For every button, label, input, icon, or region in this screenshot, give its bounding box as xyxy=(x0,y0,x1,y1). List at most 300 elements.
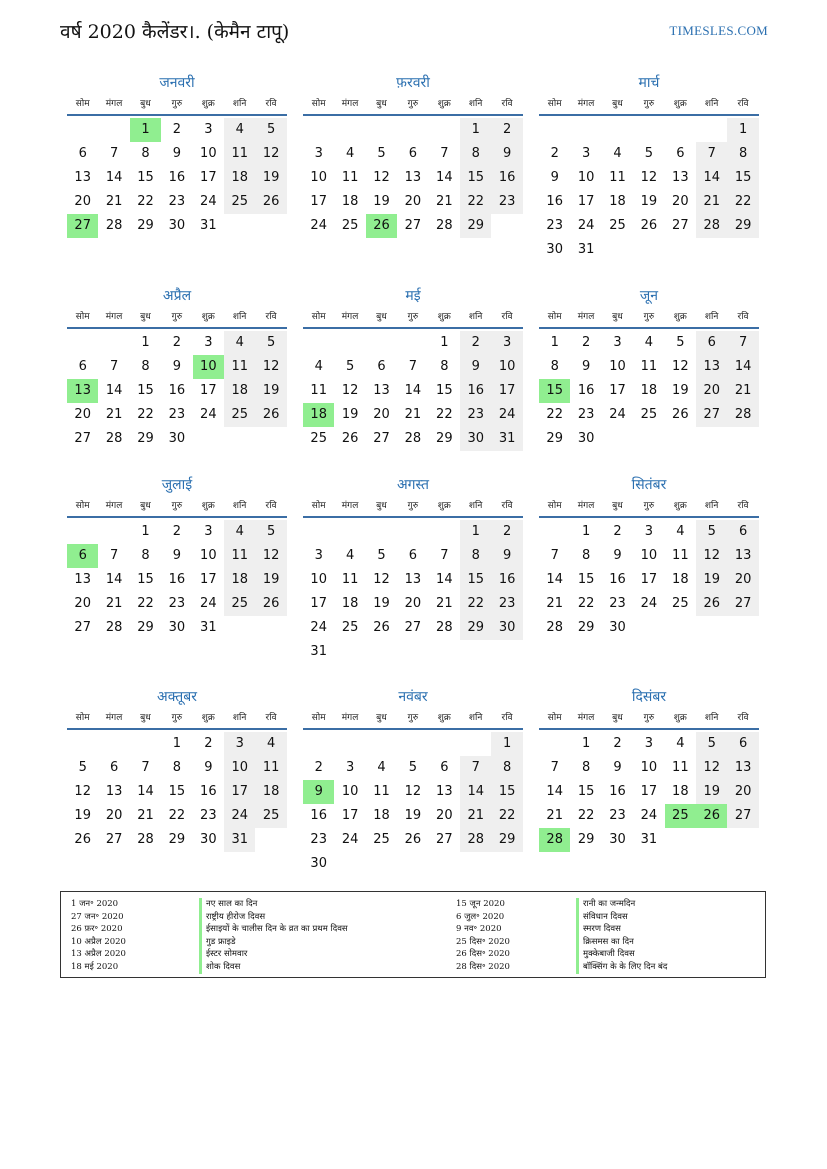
day-cell[interactable]: 11 xyxy=(224,544,255,568)
day-cell[interactable]: 31 xyxy=(224,828,255,852)
day-cell[interactable]: 3 xyxy=(314,548,323,563)
day-cell[interactable]: 22 xyxy=(137,407,154,422)
day-cell[interactable]: 30 xyxy=(609,620,626,635)
holiday-day-cell[interactable]: 10 xyxy=(193,355,224,379)
day-cell[interactable]: 17 xyxy=(609,383,626,398)
day-cell[interactable]: 8 xyxy=(581,760,591,775)
day-cell[interactable]: 4 xyxy=(613,146,622,161)
day-cell[interactable]: 5 xyxy=(696,732,727,756)
day-cell[interactable]: 29 xyxy=(727,214,758,238)
day-cell[interactable]: 1 xyxy=(460,118,491,142)
day-cell[interactable]: 17 xyxy=(640,784,658,799)
site-link[interactable]: TIMESLES.COM xyxy=(669,23,768,38)
day-cell[interactable]: 20 xyxy=(672,194,689,209)
day-cell[interactable]: 25 xyxy=(224,403,255,427)
day-cell[interactable]: 20 xyxy=(436,808,453,823)
holiday-day-cell[interactable]: 6 xyxy=(67,544,98,568)
day-cell[interactable]: 28 xyxy=(105,620,123,635)
day-cell[interactable]: 13 xyxy=(105,784,123,799)
holiday-day-cell[interactable]: 13 xyxy=(67,379,98,403)
day-cell[interactable]: 14 xyxy=(436,572,453,587)
day-cell[interactable]: 16 xyxy=(310,808,327,823)
day-cell[interactable]: 26 xyxy=(74,832,91,847)
day-cell[interactable]: 5 xyxy=(676,335,685,350)
day-cell[interactable]: 27 xyxy=(727,592,758,616)
day-cell[interactable]: 6 xyxy=(408,548,418,563)
day-cell[interactable]: 15 xyxy=(460,568,491,592)
day-cell[interactable]: 8 xyxy=(727,142,758,166)
day-cell[interactable]: 17 xyxy=(200,383,217,398)
day-cell[interactable]: 10 xyxy=(224,756,255,780)
day-cell[interactable]: 31 xyxy=(640,832,658,847)
holiday-day-cell[interactable]: 26 xyxy=(366,214,397,238)
day-cell[interactable]: 2 xyxy=(613,524,622,539)
day-cell[interactable]: 16 xyxy=(168,383,186,398)
day-cell[interactable]: 29 xyxy=(546,431,563,446)
day-cell[interactable]: 9 xyxy=(460,355,491,379)
day-cell[interactable]: 10 xyxy=(341,784,359,799)
day-cell[interactable]: 2 xyxy=(172,335,182,350)
day-cell[interactable]: 18 xyxy=(609,194,626,209)
day-cell[interactable]: 5 xyxy=(78,760,87,775)
day-cell[interactable]: 9 xyxy=(491,544,522,568)
day-cell[interactable]: 16 xyxy=(491,568,522,592)
day-cell[interactable]: 25 xyxy=(672,596,689,611)
day-cell[interactable]: 18 xyxy=(341,596,359,611)
day-cell[interactable]: 28 xyxy=(546,620,563,635)
day-cell[interactable]: 13 xyxy=(696,355,727,379)
day-cell[interactable]: 15 xyxy=(137,383,154,398)
day-cell[interactable]: 23 xyxy=(491,592,522,616)
day-cell[interactable]: 3 xyxy=(224,732,255,756)
day-cell[interactable]: 19 xyxy=(404,808,422,823)
day-cell[interactable]: 15 xyxy=(168,784,186,799)
day-cell[interactable]: 3 xyxy=(314,146,323,161)
day-cell[interactable]: 25 xyxy=(224,190,255,214)
day-cell[interactable]: 2 xyxy=(460,331,491,355)
day-cell[interactable]: 1 xyxy=(550,335,559,350)
day-cell[interactable]: 29 xyxy=(137,218,154,233)
day-cell[interactable]: 19 xyxy=(640,194,658,209)
day-cell[interactable]: 21 xyxy=(696,190,727,214)
day-cell[interactable]: 6 xyxy=(109,760,119,775)
day-cell[interactable]: 21 xyxy=(105,407,123,422)
day-cell[interactable]: 4 xyxy=(345,548,355,563)
day-cell[interactable]: 17 xyxy=(200,170,217,185)
day-cell[interactable]: 30 xyxy=(168,620,186,635)
day-cell[interactable]: 9 xyxy=(491,142,522,166)
day-cell[interactable]: 20 xyxy=(727,568,758,592)
day-cell[interactable]: 27 xyxy=(373,431,390,446)
day-cell[interactable]: 5 xyxy=(408,760,418,775)
day-cell[interactable]: 12 xyxy=(255,142,286,166)
day-cell[interactable]: 26 xyxy=(255,190,286,214)
day-cell[interactable]: 17 xyxy=(640,572,658,587)
day-cell[interactable]: 8 xyxy=(491,756,522,780)
day-cell[interactable]: 29 xyxy=(168,832,186,847)
day-cell[interactable]: 7 xyxy=(109,146,119,161)
day-cell[interactable]: 14 xyxy=(436,170,453,185)
day-cell[interactable]: 3 xyxy=(204,524,213,539)
day-cell[interactable]: 8 xyxy=(141,146,150,161)
day-cell[interactable]: 15 xyxy=(727,166,758,190)
day-cell[interactable]: 15 xyxy=(137,170,154,185)
day-cell[interactable]: 14 xyxy=(546,572,563,587)
day-cell[interactable]: 30 xyxy=(200,832,217,847)
day-cell[interactable]: 22 xyxy=(436,407,453,422)
day-cell[interactable]: 10 xyxy=(310,572,327,587)
day-cell[interactable]: 8 xyxy=(460,544,491,568)
day-cell[interactable]: 24 xyxy=(310,620,327,635)
day-cell[interactable]: 1 xyxy=(141,524,150,539)
day-cell[interactable]: 3 xyxy=(613,335,622,350)
day-cell[interactable]: 21 xyxy=(436,194,453,209)
day-cell[interactable]: 16 xyxy=(200,784,217,799)
day-cell[interactable]: 23 xyxy=(168,596,186,611)
day-cell[interactable]: 27 xyxy=(672,218,689,233)
day-cell[interactable]: 9 xyxy=(172,146,182,161)
day-cell[interactable]: 2 xyxy=(550,146,559,161)
day-cell[interactable]: 22 xyxy=(546,407,563,422)
day-cell[interactable]: 7 xyxy=(460,756,491,780)
day-cell[interactable]: 5 xyxy=(696,520,727,544)
day-cell[interactable]: 8 xyxy=(460,142,491,166)
day-cell[interactable]: 9 xyxy=(550,170,559,185)
day-cell[interactable]: 24 xyxy=(200,194,217,209)
day-cell[interactable]: 22 xyxy=(137,194,154,209)
day-cell[interactable]: 16 xyxy=(577,383,595,398)
day-cell[interactable]: 7 xyxy=(408,359,418,374)
day-cell[interactable]: 16 xyxy=(546,194,563,209)
day-cell[interactable]: 16 xyxy=(609,572,626,587)
day-cell[interactable]: 14 xyxy=(696,166,727,190)
day-cell[interactable]: 28 xyxy=(436,620,453,635)
day-cell[interactable]: 25 xyxy=(224,592,255,616)
day-cell[interactable]: 31 xyxy=(200,218,217,233)
day-cell[interactable]: 24 xyxy=(310,218,327,233)
day-cell[interactable]: 23 xyxy=(609,596,626,611)
day-cell[interactable]: 6 xyxy=(727,520,758,544)
day-cell[interactable]: 30 xyxy=(460,427,491,451)
day-cell[interactable]: 18 xyxy=(341,194,359,209)
day-cell[interactable]: 29 xyxy=(577,620,595,635)
day-cell[interactable]: 25 xyxy=(640,407,658,422)
day-cell[interactable]: 23 xyxy=(310,832,327,847)
day-cell[interactable]: 4 xyxy=(676,736,685,751)
day-cell[interactable]: 7 xyxy=(727,331,758,355)
day-cell[interactable]: 21 xyxy=(105,596,123,611)
day-cell[interactable]: 23 xyxy=(168,194,186,209)
day-cell[interactable]: 18 xyxy=(373,808,390,823)
day-cell[interactable]: 1 xyxy=(172,736,182,751)
day-cell[interactable]: 7 xyxy=(550,548,559,563)
day-cell[interactable]: 7 xyxy=(440,146,449,161)
day-cell[interactable]: 9 xyxy=(204,760,213,775)
day-cell[interactable]: 25 xyxy=(255,804,286,828)
day-cell[interactable]: 13 xyxy=(436,784,453,799)
day-cell[interactable]: 9 xyxy=(613,760,622,775)
day-cell[interactable]: 6 xyxy=(408,146,418,161)
day-cell[interactable]: 20 xyxy=(105,808,123,823)
day-cell[interactable]: 28 xyxy=(105,218,123,233)
day-cell[interactable]: 29 xyxy=(460,214,491,238)
day-cell[interactable]: 19 xyxy=(672,383,689,398)
day-cell[interactable]: 25 xyxy=(310,431,327,446)
day-cell[interactable]: 5 xyxy=(345,359,355,374)
holiday-day-cell[interactable]: 9 xyxy=(303,780,334,804)
day-cell[interactable]: 28 xyxy=(404,431,422,446)
day-cell[interactable]: 15 xyxy=(577,572,595,587)
day-cell[interactable]: 8 xyxy=(141,359,150,374)
day-cell[interactable]: 11 xyxy=(609,170,626,185)
day-cell[interactable]: 16 xyxy=(491,166,522,190)
day-cell[interactable]: 10 xyxy=(200,146,217,161)
day-cell[interactable]: 23 xyxy=(460,403,491,427)
day-cell[interactable]: 27 xyxy=(696,403,727,427)
day-cell[interactable]: 23 xyxy=(577,407,595,422)
day-cell[interactable]: 8 xyxy=(141,548,150,563)
day-cell[interactable]: 14 xyxy=(105,170,123,185)
day-cell[interactable]: 20 xyxy=(74,596,91,611)
day-cell[interactable]: 30 xyxy=(310,856,327,871)
day-cell[interactable]: 18 xyxy=(224,166,255,190)
day-cell[interactable]: 19 xyxy=(255,568,286,592)
day-cell[interactable]: 7 xyxy=(696,142,727,166)
day-cell[interactable]: 6 xyxy=(696,331,727,355)
day-cell[interactable]: 4 xyxy=(224,118,255,142)
day-cell[interactable]: 12 xyxy=(640,170,658,185)
day-cell[interactable]: 28 xyxy=(696,214,727,238)
day-cell[interactable]: 10 xyxy=(640,760,658,775)
day-cell[interactable]: 4 xyxy=(224,520,255,544)
holiday-day-cell[interactable]: 18 xyxy=(303,403,334,427)
day-cell[interactable]: 19 xyxy=(255,379,286,403)
day-cell[interactable]: 24 xyxy=(491,403,522,427)
day-cell[interactable]: 7 xyxy=(109,359,119,374)
day-cell[interactable]: 17 xyxy=(200,572,217,587)
day-cell[interactable]: 4 xyxy=(676,524,685,539)
day-cell[interactable]: 27 xyxy=(74,431,91,446)
day-cell[interactable]: 22 xyxy=(727,190,758,214)
day-cell[interactable]: 24 xyxy=(577,218,595,233)
day-cell[interactable]: 7 xyxy=(550,760,559,775)
day-cell[interactable]: 3 xyxy=(491,331,522,355)
day-cell[interactable]: 27 xyxy=(74,620,91,635)
day-cell[interactable]: 11 xyxy=(373,784,390,799)
day-cell[interactable]: 29 xyxy=(137,620,154,635)
day-cell[interactable]: 24 xyxy=(609,407,626,422)
holiday-day-cell[interactable]: 27 xyxy=(67,214,98,238)
day-cell[interactable]: 10 xyxy=(310,170,327,185)
day-cell[interactable]: 11 xyxy=(640,359,658,374)
day-cell[interactable]: 22 xyxy=(168,808,186,823)
day-cell[interactable]: 10 xyxy=(640,548,658,563)
day-cell[interactable]: 14 xyxy=(460,780,491,804)
day-cell[interactable]: 26 xyxy=(255,403,286,427)
day-cell[interactable]: 17 xyxy=(341,808,359,823)
day-cell[interactable]: 27 xyxy=(404,218,422,233)
day-cell[interactable]: 14 xyxy=(105,383,123,398)
day-cell[interactable]: 6 xyxy=(676,146,685,161)
day-cell[interactable]: 26 xyxy=(373,620,390,635)
day-cell[interactable]: 6 xyxy=(377,359,386,374)
day-cell[interactable]: 13 xyxy=(404,170,422,185)
day-cell[interactable]: 12 xyxy=(255,544,286,568)
day-cell[interactable]: 18 xyxy=(224,568,255,592)
day-cell[interactable]: 15 xyxy=(436,383,453,398)
day-cell[interactable]: 12 xyxy=(672,359,689,374)
day-cell[interactable]: 10 xyxy=(200,548,217,563)
day-cell[interactable]: 14 xyxy=(546,784,563,799)
day-cell[interactable]: 10 xyxy=(609,359,626,374)
day-cell[interactable]: 17 xyxy=(577,194,595,209)
day-cell[interactable]: 24 xyxy=(341,832,359,847)
holiday-day-cell[interactable]: 26 xyxy=(696,804,727,828)
day-cell[interactable]: 23 xyxy=(491,190,522,214)
day-cell[interactable]: 31 xyxy=(310,644,327,659)
day-cell[interactable]: 11 xyxy=(341,572,359,587)
day-cell[interactable]: 16 xyxy=(168,572,186,587)
day-cell[interactable]: 26 xyxy=(341,431,359,446)
day-cell[interactable]: 2 xyxy=(204,736,213,751)
day-cell[interactable]: 21 xyxy=(727,379,758,403)
day-cell[interactable]: 5 xyxy=(255,520,286,544)
day-cell[interactable]: 12 xyxy=(696,544,727,568)
day-cell[interactable]: 21 xyxy=(105,194,123,209)
day-cell[interactable]: 22 xyxy=(577,808,595,823)
day-cell[interactable]: 25 xyxy=(609,218,626,233)
day-cell[interactable]: 20 xyxy=(404,596,422,611)
day-cell[interactable]: 24 xyxy=(640,808,658,823)
day-cell[interactable]: 21 xyxy=(460,804,491,828)
day-cell[interactable]: 22 xyxy=(577,596,595,611)
day-cell[interactable]: 9 xyxy=(172,359,182,374)
day-cell[interactable]: 2 xyxy=(314,760,323,775)
day-cell[interactable]: 24 xyxy=(200,596,217,611)
day-cell[interactable]: 15 xyxy=(137,572,154,587)
day-cell[interactable]: 11 xyxy=(224,355,255,379)
day-cell[interactable]: 11 xyxy=(255,756,286,780)
day-cell[interactable]: 27 xyxy=(727,804,758,828)
day-cell[interactable]: 16 xyxy=(609,784,626,799)
day-cell[interactable]: 3 xyxy=(204,335,213,350)
day-cell[interactable]: 23 xyxy=(168,407,186,422)
day-cell[interactable]: 30 xyxy=(168,218,186,233)
day-cell[interactable]: 6 xyxy=(440,760,449,775)
day-cell[interactable]: 2 xyxy=(613,736,622,751)
day-cell[interactable]: 19 xyxy=(373,596,390,611)
day-cell[interactable]: 28 xyxy=(137,832,154,847)
day-cell[interactable]: 18 xyxy=(640,383,658,398)
day-cell[interactable]: 19 xyxy=(696,568,727,592)
day-cell[interactable]: 11 xyxy=(341,170,359,185)
day-cell[interactable]: 26 xyxy=(696,592,727,616)
day-cell[interactable]: 5 xyxy=(644,146,654,161)
day-cell[interactable]: 24 xyxy=(200,407,217,422)
day-cell[interactable]: 28 xyxy=(727,403,758,427)
day-cell[interactable]: 5 xyxy=(255,118,286,142)
day-cell[interactable]: 12 xyxy=(373,170,390,185)
day-cell[interactable]: 20 xyxy=(74,194,91,209)
day-cell[interactable]: 18 xyxy=(255,780,286,804)
day-cell[interactable]: 25 xyxy=(341,218,359,233)
day-cell[interactable]: 22 xyxy=(491,804,522,828)
day-cell[interactable]: 9 xyxy=(613,548,622,563)
day-cell[interactable]: 18 xyxy=(672,572,689,587)
day-cell[interactable]: 13 xyxy=(672,170,689,185)
day-cell[interactable]: 10 xyxy=(577,170,595,185)
day-cell[interactable]: 13 xyxy=(74,170,91,185)
day-cell[interactable]: 13 xyxy=(373,383,390,398)
day-cell[interactable]: 10 xyxy=(491,355,522,379)
day-cell[interactable]: 1 xyxy=(581,524,591,539)
day-cell[interactable]: 1 xyxy=(727,118,758,142)
day-cell[interactable]: 28 xyxy=(436,218,453,233)
day-cell[interactable]: 20 xyxy=(373,407,390,422)
day-cell[interactable]: 14 xyxy=(105,572,123,587)
day-cell[interactable]: 6 xyxy=(78,359,87,374)
day-cell[interactable]: 6 xyxy=(78,146,87,161)
day-cell[interactable]: 4 xyxy=(377,760,386,775)
day-cell[interactable]: 1 xyxy=(460,520,491,544)
day-cell[interactable]: 3 xyxy=(204,122,213,137)
day-cell[interactable]: 20 xyxy=(696,379,727,403)
day-cell[interactable]: 2 xyxy=(491,520,522,544)
day-cell[interactable]: 14 xyxy=(727,355,758,379)
day-cell[interactable]: 13 xyxy=(727,544,758,568)
day-cell[interactable]: 25 xyxy=(341,620,359,635)
day-cell[interactable]: 30 xyxy=(491,616,522,640)
day-cell[interactable]: 8 xyxy=(440,359,449,374)
day-cell[interactable]: 7 xyxy=(109,548,119,563)
day-cell[interactable]: 18 xyxy=(672,784,689,799)
day-cell[interactable]: 4 xyxy=(644,335,654,350)
day-cell[interactable]: 19 xyxy=(341,407,359,422)
day-cell[interactable]: 12 xyxy=(373,572,390,587)
day-cell[interactable]: 19 xyxy=(373,194,390,209)
day-cell[interactable]: 30 xyxy=(168,431,186,446)
day-cell[interactable]: 30 xyxy=(546,242,563,257)
day-cell[interactable]: 3 xyxy=(644,524,654,539)
day-cell[interactable]: 12 xyxy=(74,784,91,799)
day-cell[interactable]: 9 xyxy=(581,359,591,374)
day-cell[interactable]: 6 xyxy=(727,732,758,756)
day-cell[interactable]: 3 xyxy=(581,146,591,161)
day-cell[interactable]: 22 xyxy=(460,592,491,616)
day-cell[interactable]: 5 xyxy=(377,548,386,563)
day-cell[interactable]: 31 xyxy=(200,620,217,635)
day-cell[interactable]: 11 xyxy=(672,760,689,775)
day-cell[interactable]: 21 xyxy=(436,596,453,611)
day-cell[interactable]: 17 xyxy=(491,379,522,403)
day-cell[interactable]: 30 xyxy=(577,431,595,446)
day-cell[interactable]: 3 xyxy=(345,760,355,775)
day-cell[interactable]: 29 xyxy=(460,616,491,640)
day-cell[interactable]: 1 xyxy=(491,732,522,756)
day-cell[interactable]: 4 xyxy=(314,359,323,374)
day-cell[interactable]: 2 xyxy=(491,118,522,142)
holiday-day-cell[interactable]: 1 xyxy=(130,118,161,142)
day-cell[interactable]: 27 xyxy=(105,832,123,847)
day-cell[interactable]: 16 xyxy=(168,170,186,185)
day-cell[interactable]: 12 xyxy=(255,355,286,379)
day-cell[interactable]: 5 xyxy=(377,146,386,161)
day-cell[interactable]: 13 xyxy=(74,572,91,587)
day-cell[interactable]: 14 xyxy=(137,784,154,799)
day-cell[interactable]: 24 xyxy=(224,804,255,828)
day-cell[interactable]: 28 xyxy=(105,431,123,446)
day-cell[interactable]: 4 xyxy=(345,146,355,161)
